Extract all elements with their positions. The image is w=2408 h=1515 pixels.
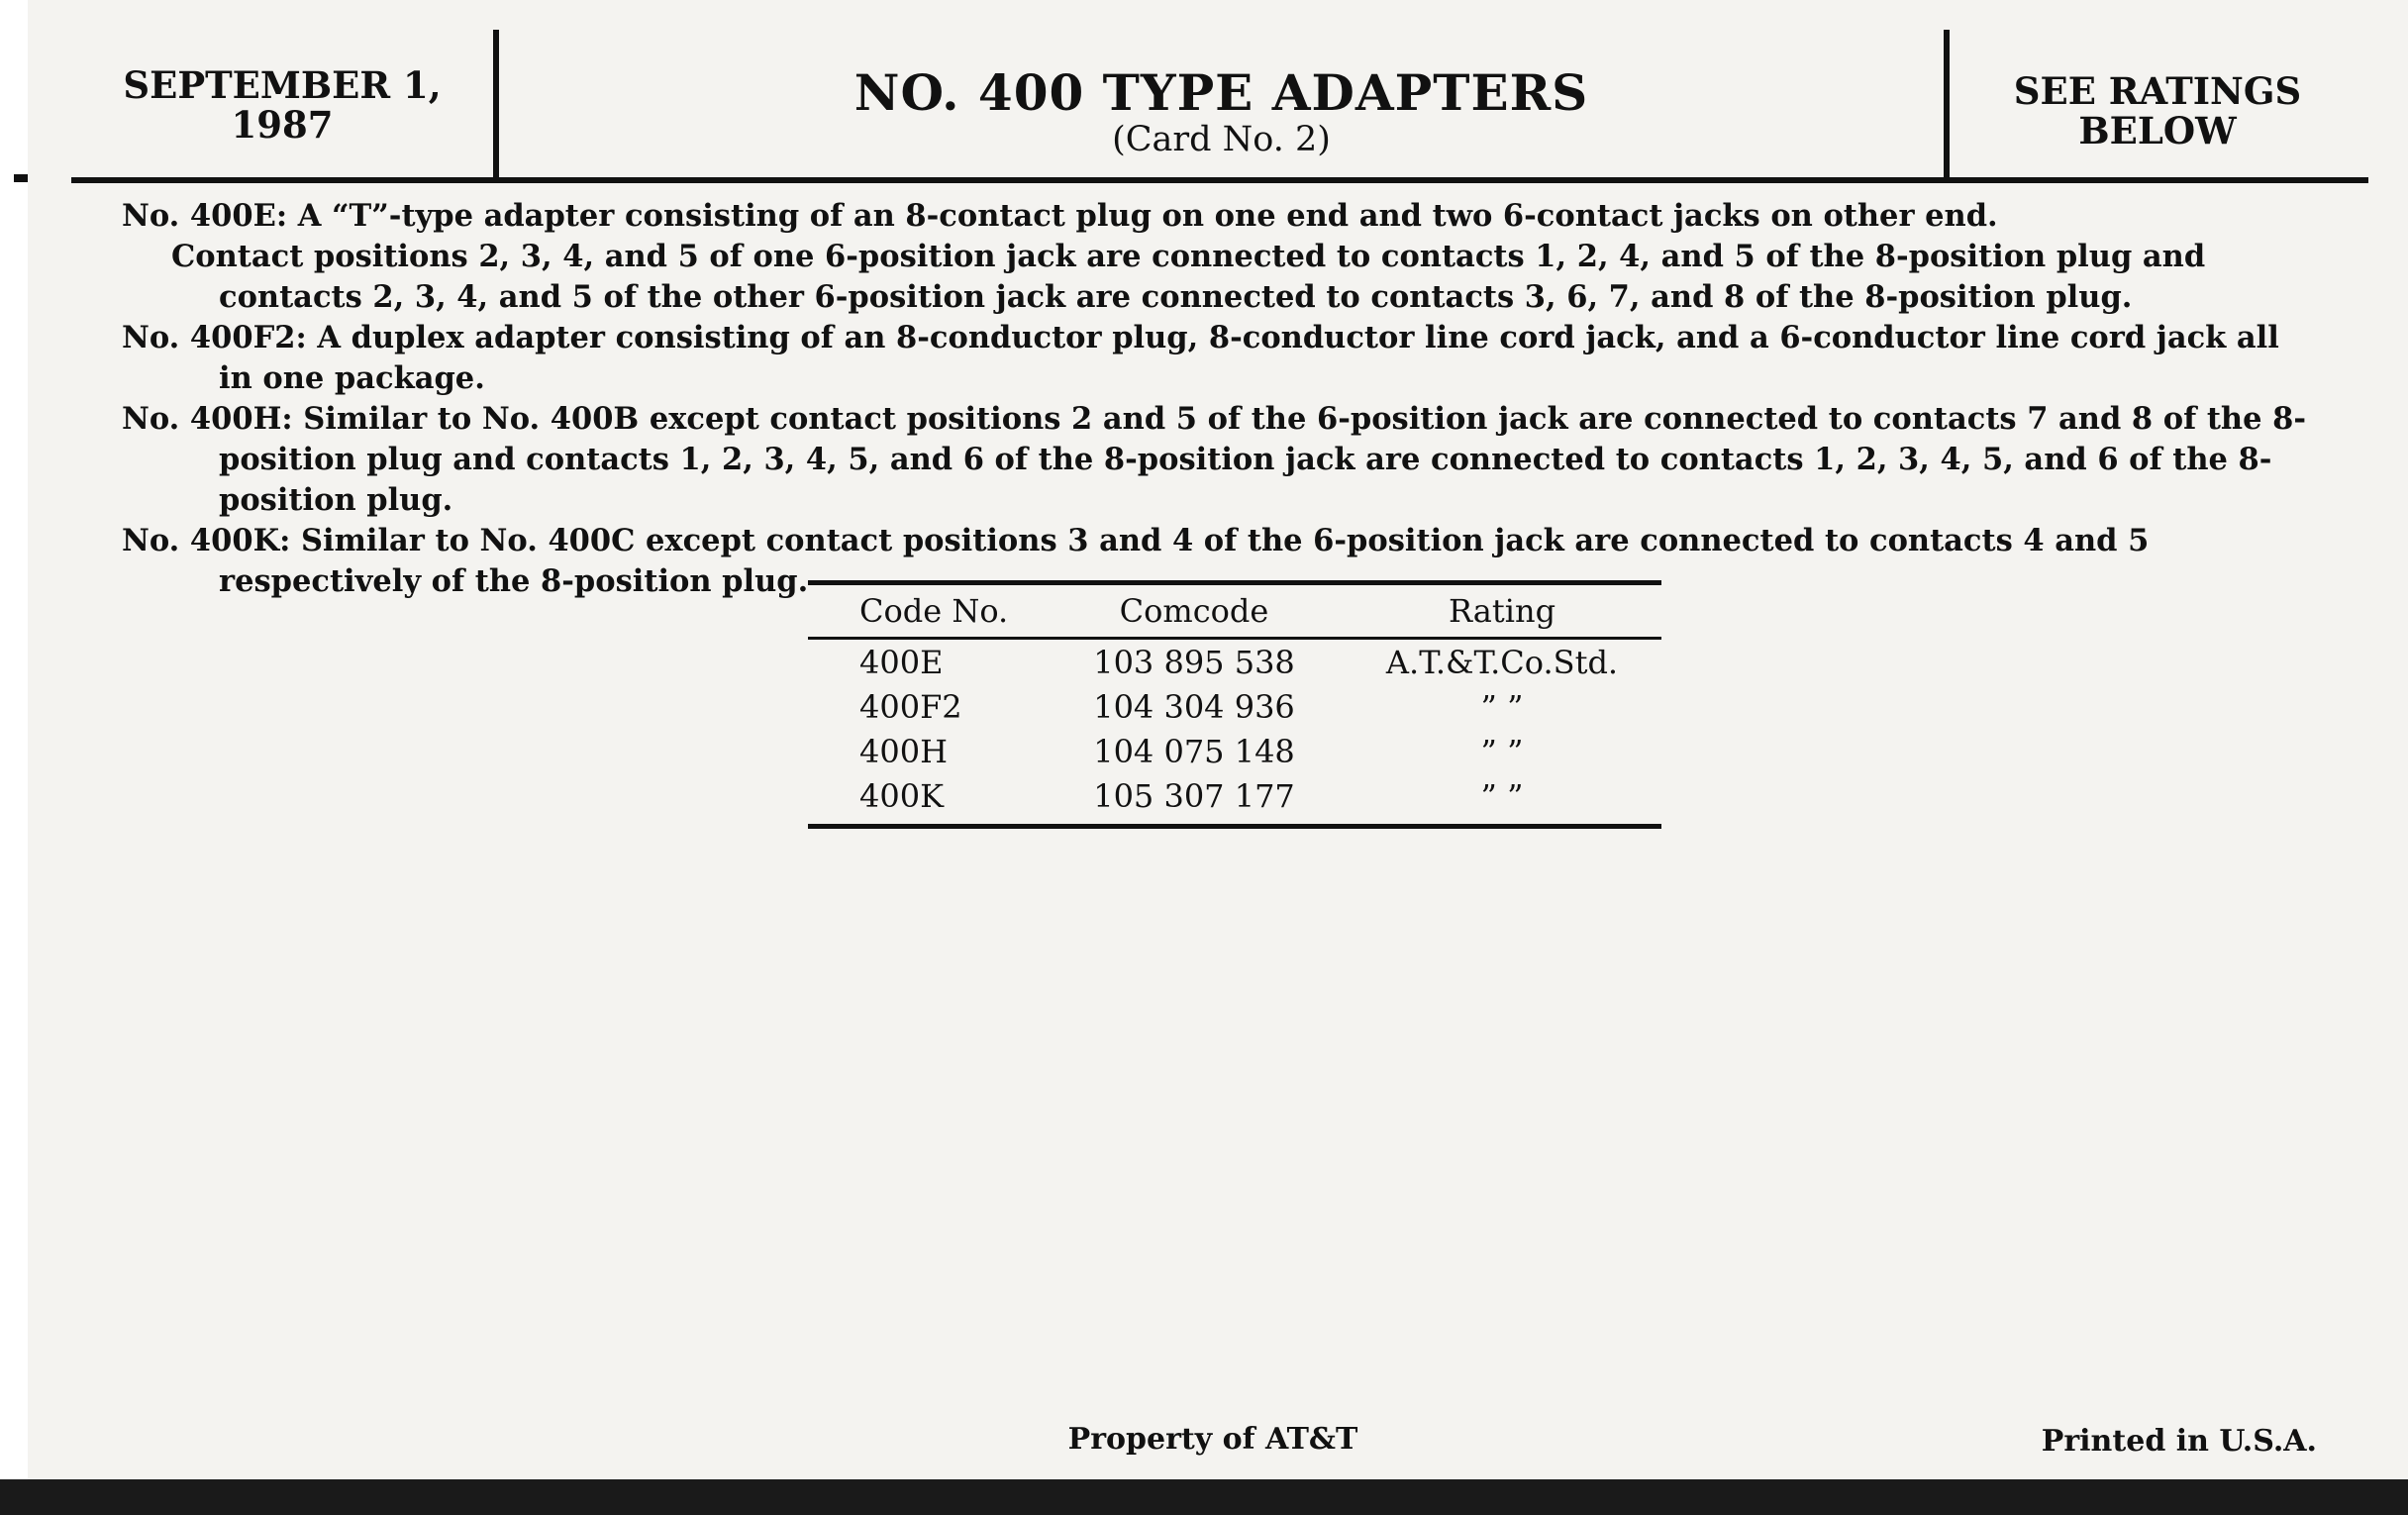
cell-comcode: 104 304 936 xyxy=(1093,687,1295,726)
table-rule-bottom xyxy=(808,824,1661,829)
table-row xyxy=(808,684,1661,729)
paragraph-400k: No. 400K: Similar to No. 400C except contact positions 3 and 4 of the 6-position jack are connected to contacts 4 and 5 respectively of the 8-position plug. xyxy=(122,523,2150,599)
cell-rating: ” ” xyxy=(1480,732,1524,770)
issue-date-line1: SEPTEMBER 1, xyxy=(123,63,442,107)
rating-note-line1: SEE RATINGS xyxy=(2013,69,2302,113)
card-title-block xyxy=(499,65,1944,158)
col-header-code: Code No. xyxy=(859,592,1009,630)
printed-note: Printed in U.S.A. xyxy=(2041,1424,2317,1459)
cell-code: 400F2 xyxy=(859,687,962,726)
table-row xyxy=(808,729,1661,773)
table-row xyxy=(808,640,1661,684)
paragraph-400e: No. 400E: A “T”-type adapter consisting of an 8-contact plug on one end and two 6-contact jacks on other end. xyxy=(122,198,1998,234)
table-header-row xyxy=(808,585,1661,637)
card-title: NO. 400 TYPE ADAPTERS xyxy=(853,63,1589,122)
cell-rating: A.T.&T.Co.Std. xyxy=(1385,643,1619,681)
cell-code: 400E xyxy=(859,643,944,681)
table-row xyxy=(808,773,1661,818)
cell-comcode: 105 307 177 xyxy=(1093,776,1295,815)
paragraph-400f2: No. 400F2: A duplex adapter consisting of an 8-conductor plug, 8-conductor line cord jack, and a 6-conductor line cord jack all in one package. xyxy=(122,320,2279,396)
ratings-table xyxy=(808,580,1661,829)
card-subtitle: (Card No. 2) xyxy=(1112,120,1331,159)
description-text xyxy=(122,196,2320,602)
cell-comcode: 104 075 148 xyxy=(1093,732,1295,770)
paragraph-400e-contacts: Contact positions 2, 3, 4, and 5 of one 6-position jack are connected to contacts 1, 2, 4, and 5 of the 8-position plug and contacts 2, 3, 4, and 5 of the other 6-position jack are connected to contacts 3, 6, 7, and 8 of the 8-position plug. xyxy=(171,239,2206,315)
cell-rating: ” ” xyxy=(1480,687,1524,726)
header-rule xyxy=(71,177,2368,183)
card-left-edge xyxy=(0,0,28,1479)
ownership-note: Property of AT&T xyxy=(1067,1422,1358,1457)
rating-note xyxy=(1950,71,2365,151)
paragraph-400h: No. 400H: Similar to No. 400B except contact positions 2 and 5 of the 6-position jack are connected to contacts 7 and 8 of the 8-position plug and contacts 1, 2, 3, 4, 5, and 6 of the 8-position jack are connected to contacts 1, 2, 3, 4, 5, and 6 of the 8-position plug. xyxy=(122,401,2307,518)
rating-note-line2: BELOW xyxy=(2078,109,2237,152)
col-header-rating: Rating xyxy=(1448,592,1556,630)
issue-date-line2: 1987 xyxy=(231,103,334,147)
col-header-comcode: Comcode xyxy=(1119,592,1269,630)
cell-code: 400H xyxy=(859,732,948,770)
issue-date xyxy=(71,65,493,145)
cell-comcode: 103 895 538 xyxy=(1093,643,1295,681)
cell-rating: ” ” xyxy=(1480,776,1524,815)
cell-code: 400K xyxy=(859,776,944,815)
